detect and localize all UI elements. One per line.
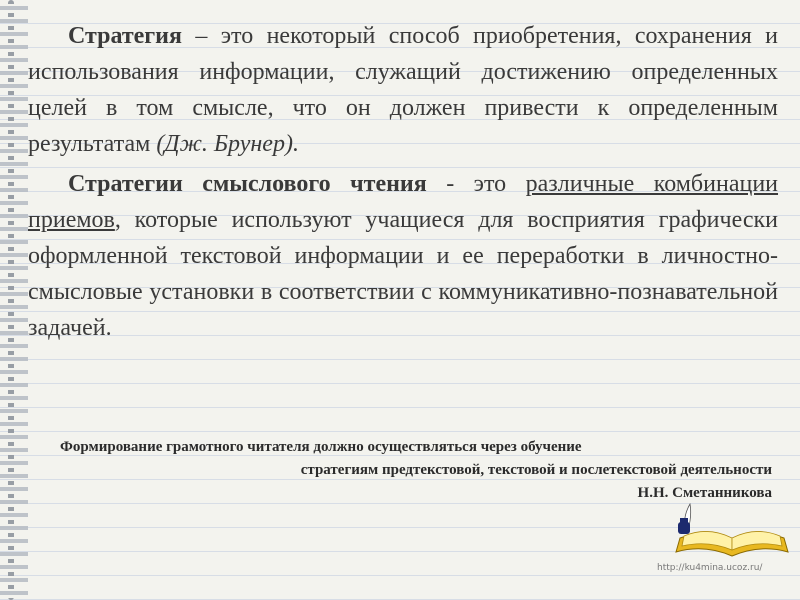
quote-author: Н.Н. Сметанникова	[637, 485, 772, 501]
epigraph-quote	[60, 436, 772, 505]
definition-paragraph	[28, 18, 778, 162]
term-strategy: Стратегия	[68, 23, 182, 49]
reading-strategies-paragraph	[28, 166, 778, 346]
reading-text-a: - это	[426, 171, 526, 197]
underlined-phrase: различные комбинации приемов	[28, 171, 779, 233]
reading-text-b: , которые используют учащиеся для восприятия графически оформленной текстовой информации и ее переработки в личностно-смысловые установки в соответствии с коммуникативно-познавательной задачей.	[28, 207, 778, 341]
source-url[interactable]: http://ku4mina.ucoz.ru/	[657, 563, 763, 573]
quote-line-1: Формирование грамотного читателя должно осуществляться через обучение	[60, 439, 582, 455]
definition-text: – это некоторый способ приобретения, сохранения и использования информации, служащий достижению определенных целей в том смысле, что он должен привести к определенным результатам	[28, 23, 778, 157]
term-reading-strategies: Стратегии смыслового чтения	[68, 171, 427, 197]
notebook-spiral	[0, 0, 28, 600]
citation: (Дж. Брунер).	[156, 131, 299, 157]
quote-line-2: стратегиям предтекстовой, текстовой и послетекстовой деятельности	[300, 462, 772, 478]
slide-body	[28, 18, 778, 350]
open-book-with-quill-icon	[672, 500, 792, 560]
